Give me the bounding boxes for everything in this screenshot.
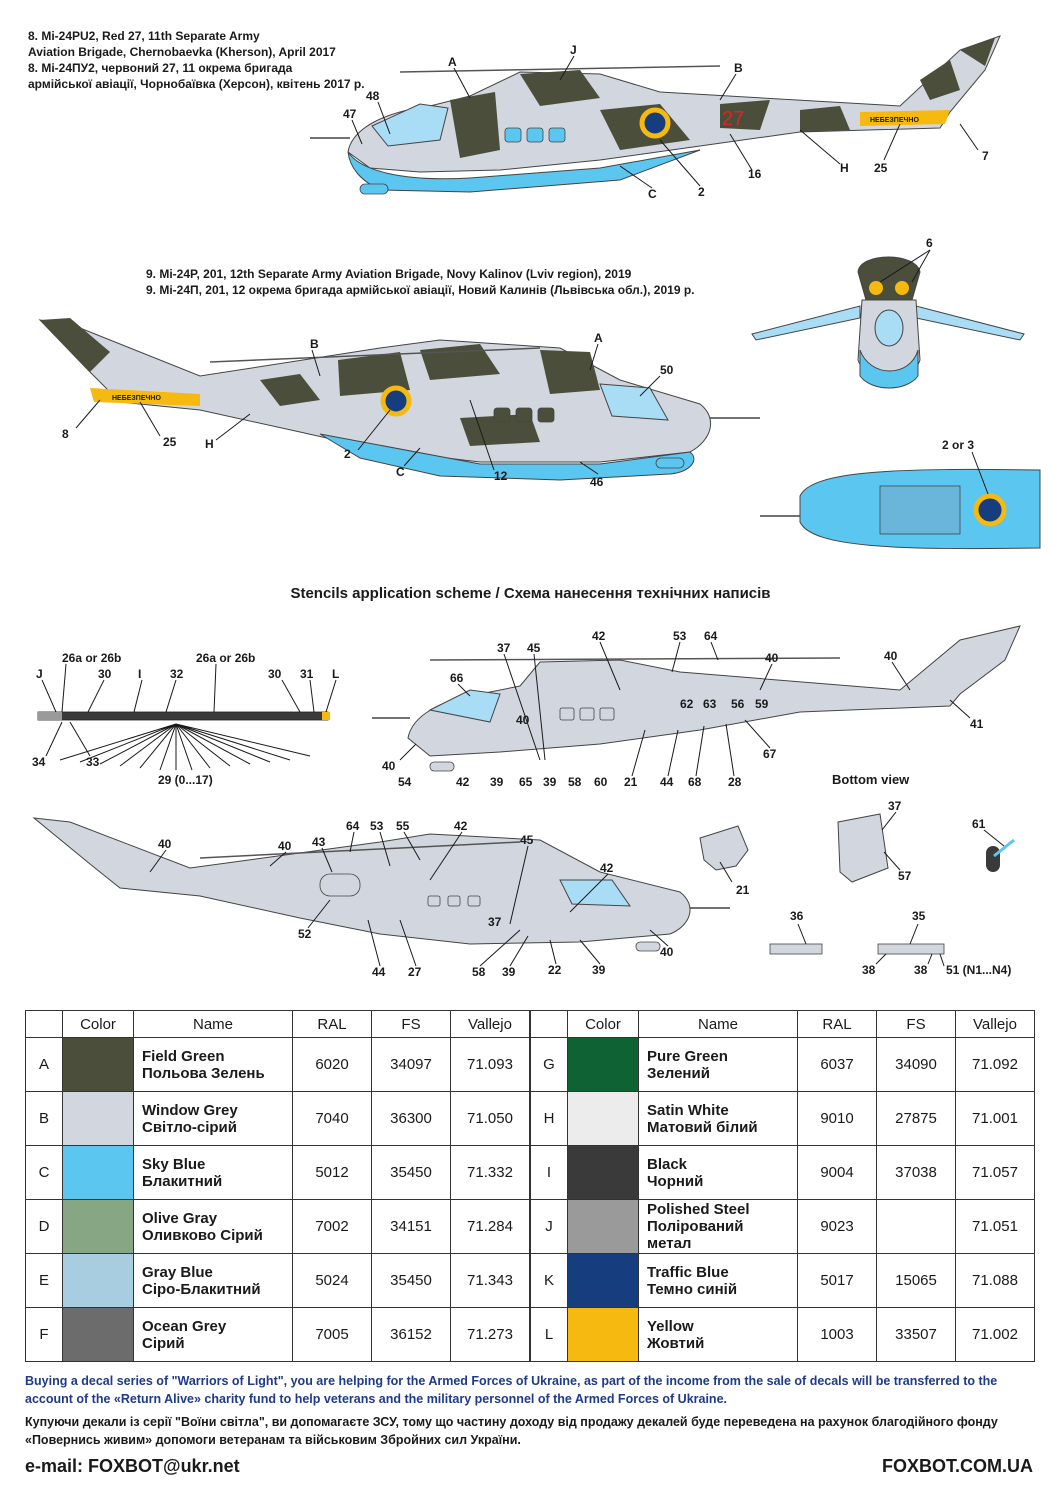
color-swatch (63, 1092, 134, 1146)
callout-60: 60 (594, 775, 608, 789)
ral-value: 7005 (293, 1308, 372, 1362)
paint-table-left (25, 1010, 530, 1362)
callout-30-2: 30 (268, 667, 282, 681)
profile8-helicopter (310, 36, 1000, 194)
table-header (531, 1011, 1035, 1038)
color-swatch (568, 1254, 639, 1308)
color-name (639, 1308, 798, 1362)
callout-B: B (310, 337, 319, 351)
header-ral: RAL (293, 1011, 372, 1038)
callout-45: 45 (520, 833, 534, 847)
callout-46: 46 (590, 475, 604, 489)
callout-40: 40 (765, 651, 779, 665)
color-name-en: Satin White (647, 1101, 729, 1119)
profile8-tail-number: 27 (722, 108, 745, 130)
callout-25: 25 (163, 435, 177, 449)
color-swatch (63, 1146, 134, 1200)
color-name (134, 1092, 293, 1146)
vallejo-value: 71.001 (956, 1092, 1035, 1146)
color-name-uk: Зелений (647, 1064, 710, 1082)
callout-31: 31 (300, 667, 314, 681)
table-row (26, 1308, 530, 1362)
color-swatch (63, 1254, 134, 1308)
color-name-uk: Темно синій (647, 1280, 738, 1298)
color-name-uk: Сіро-Блакитний (142, 1280, 261, 1298)
vallejo-value: 71.093 (451, 1038, 530, 1092)
table-row (531, 1200, 1035, 1254)
color-name-uk: Блакитний (142, 1172, 223, 1190)
callout-67: 67 (763, 747, 777, 761)
color-letter: J (531, 1200, 568, 1254)
color-letter: D (26, 1200, 63, 1254)
vallejo-value: 71.284 (451, 1200, 530, 1254)
callout-29: 29 (0...17) (158, 773, 213, 787)
color-name (134, 1038, 293, 1092)
color-name-en: Sky Blue (142, 1155, 206, 1173)
profile9-caption-en: 9. Mi-24P, 201, 12th Separate Army Aviation Brigade, Novy Kalinov (Lviv region), 2019 (146, 267, 632, 281)
paint-table-right (530, 1010, 1035, 1362)
callout-40-2: 40 (278, 839, 292, 853)
ral-value: 9010 (798, 1092, 877, 1146)
callout-38-2: 38 (914, 963, 928, 977)
profile9-tail-text: НЕБЕЗПЕЧНО (112, 395, 161, 402)
vallejo-value: 71.088 (956, 1254, 1035, 1308)
callout-H: H (205, 437, 214, 451)
callout-28: 28 (728, 775, 742, 789)
callout-26a-or-26b-2: 26a or 26b (196, 651, 256, 665)
header-name: Name (134, 1011, 293, 1038)
table-row (531, 1308, 1035, 1362)
callout-47: 47 (343, 107, 357, 121)
callout-34: 34 (32, 755, 46, 769)
bottom-view-title: Bottom view (832, 772, 910, 787)
ral-value: 1003 (798, 1308, 877, 1362)
vallejo-value: 71.050 (451, 1092, 530, 1146)
profile8-caption-en-1: 8. Mi-24PU2, Red 27, 11th Separate Army (28, 29, 260, 43)
callout-A: A (448, 55, 457, 69)
color-name (639, 1038, 798, 1092)
profile8-caption-uk-1: 8. Мі-24ПУ2, червоний 27, 11 окрема бригада (28, 61, 293, 75)
callout-48: 48 (366, 89, 380, 103)
color-name (639, 1146, 798, 1200)
color-name (134, 1200, 293, 1254)
color-name-en: Traffic Blue (647, 1263, 729, 1281)
callout-30: 30 (98, 667, 112, 681)
callout-63: 63 (703, 697, 717, 711)
stencil-left-side (372, 626, 1020, 771)
color-swatch (63, 1200, 134, 1254)
callout-37: 37 (888, 799, 902, 813)
fs-value: 34097 (372, 1038, 451, 1092)
callout-64: 64 (704, 629, 718, 643)
callout-42-2: 42 (600, 861, 614, 875)
callout-21: 21 (624, 775, 638, 789)
ral-value: 5017 (798, 1254, 877, 1308)
callout-43: 43 (312, 835, 326, 849)
table-row (26, 1038, 530, 1092)
color-name-uk: Польова Зелень (142, 1064, 265, 1082)
header-vallejo: Vallejo (956, 1011, 1035, 1038)
callout-8: 8 (62, 427, 69, 441)
profile8-caption-en-2: Aviation Brigade, Chernobaevka (Kherson), April 2017 (28, 45, 336, 59)
color-name-uk: Сірий (142, 1334, 185, 1352)
callout-26a-or-26b: 26a or 26b (62, 651, 122, 665)
callout-6: 6 (926, 236, 933, 250)
color-letter: I (531, 1146, 568, 1200)
callout-33: 33 (86, 755, 100, 769)
callout-52: 52 (298, 927, 312, 941)
profile9-caption-uk: 9. Мі-24П, 201, 12 окрема бригада армійської авіації, Новий Калинів (Львівська обл.), 2019 р. (146, 283, 695, 297)
color-name-uk: Чорний (647, 1172, 704, 1190)
color-name-en: Window Grey (142, 1101, 238, 1119)
color-letter: C (26, 1146, 63, 1200)
profile8-tail-text: НЕБЕЗПЕЧНО (870, 117, 919, 124)
callout-58: 58 (472, 965, 486, 979)
color-name-en: Black (647, 1155, 688, 1173)
color-name-en: Yellow (647, 1317, 694, 1335)
color-name-en: Polished Steel (647, 1201, 750, 1218)
callout-42: 42 (454, 819, 468, 833)
callout-40-2: 40 (884, 649, 898, 663)
callout-J: J (36, 667, 43, 681)
callout-27: 27 (408, 965, 422, 979)
color-name-uk: Світло-сірий (142, 1118, 237, 1136)
callout-J: J (570, 43, 577, 57)
color-name-uk: Полірований метал (647, 1218, 744, 1252)
color-swatch (568, 1146, 639, 1200)
vallejo-value: 71.057 (956, 1146, 1035, 1200)
callout-39: 39 (502, 965, 516, 979)
callout-I: I (138, 667, 142, 681)
callout-L: L (332, 667, 340, 681)
callout-56: 56 (731, 697, 745, 711)
table-row (26, 1200, 530, 1254)
table-row (531, 1092, 1035, 1146)
color-swatch (63, 1308, 134, 1362)
ral-value: 6020 (293, 1038, 372, 1092)
callout-39-2: 39 (543, 775, 557, 789)
vallejo-value: 71.273 (451, 1308, 530, 1362)
fs-value (877, 1200, 956, 1254)
callout-16: 16 (748, 167, 762, 181)
color-letter: E (26, 1254, 63, 1308)
callout-21: 21 (736, 883, 750, 897)
color-letter: B (26, 1092, 63, 1146)
callout-B: B (734, 61, 743, 75)
ral-value: 7040 (293, 1092, 372, 1146)
fs-value: 36152 (372, 1308, 451, 1362)
callout-44: 44 (660, 775, 674, 789)
footer-email[interactable]: e-mail: FOXBOT@ukr.net (25, 1456, 240, 1476)
callout-59: 59 (755, 697, 769, 711)
color-letter: A (26, 1038, 63, 1092)
callout-64: 64 (346, 819, 360, 833)
ral-value: 5024 (293, 1254, 372, 1308)
header-color: Color (63, 1011, 134, 1038)
fs-value: 35450 (372, 1146, 451, 1200)
callout-C: C (648, 187, 657, 201)
stencil-detail (700, 826, 750, 897)
header-fs: FS (877, 1011, 956, 1038)
rotor-blade (38, 712, 330, 770)
callout-65: 65 (519, 775, 533, 789)
callout-40-3: 40 (516, 713, 530, 727)
callout-12: 12 (494, 469, 508, 483)
color-name-en: Gray Blue (142, 1263, 213, 1281)
callout-58: 58 (568, 775, 582, 789)
callout-2: 2 (344, 447, 351, 461)
header-color: Color (568, 1011, 639, 1038)
profile9-helicopter (40, 318, 760, 480)
bottom-views (770, 799, 1014, 977)
table-row (26, 1254, 530, 1308)
table-row (26, 1092, 530, 1146)
stencils-title: Stencils application scheme / Схема нанесення технічних написів (290, 585, 771, 602)
callout-36: 36 (790, 909, 804, 923)
vallejo-value: 71.092 (956, 1038, 1035, 1092)
callout-53: 53 (673, 629, 687, 643)
callout-35: 35 (912, 909, 926, 923)
vallejo-value: 71.343 (451, 1254, 530, 1308)
charity-note-en: Buying a decal series of "Warriors of Light", you are helping for the Armed Forces of Ukraine, as part of the income from the sale of decals will be transferred to the account of the «Return Alive» charity fund to help veterans and the military personnel of the Armed Forces of Ukraine. (25, 1374, 998, 1406)
callout-39: 39 (490, 775, 504, 789)
header-ral: RAL (798, 1011, 877, 1038)
color-name-uk: Оливково Сірий (142, 1226, 263, 1244)
ral-value: 5012 (293, 1146, 372, 1200)
color-name-uk: Жовтий (647, 1334, 705, 1352)
callout-40: 40 (158, 837, 172, 851)
color-letter: H (531, 1092, 568, 1146)
color-name (639, 1254, 798, 1308)
fs-value: 27875 (877, 1092, 956, 1146)
callout-2-or-3: 2 or 3 (942, 438, 975, 452)
color-letter: L (531, 1308, 568, 1362)
table-row (531, 1038, 1035, 1092)
table-row (531, 1146, 1035, 1200)
ral-value: 6037 (798, 1038, 877, 1092)
fs-value: 36300 (372, 1092, 451, 1146)
callout-2: 2 (698, 185, 705, 199)
callout-57: 57 (898, 869, 912, 883)
callout-7: 7 (982, 149, 989, 163)
color-letter: K (531, 1254, 568, 1308)
callout-44: 44 (372, 965, 386, 979)
profile8-caption-uk-2: армійської авіації, Чорнобаївка (Херсон), квітень 2017 р. (28, 77, 365, 91)
color-swatch (568, 1200, 639, 1254)
vallejo-value: 71.002 (956, 1308, 1035, 1362)
callout-32: 32 (170, 667, 184, 681)
fs-value: 34090 (877, 1038, 956, 1092)
header-name: Name (639, 1011, 798, 1038)
color-name (134, 1308, 293, 1362)
color-name-en: Ocean Grey (142, 1317, 227, 1335)
callout-H: H (840, 161, 849, 175)
callout-41: 41 (970, 717, 984, 731)
ral-value: 9004 (798, 1146, 877, 1200)
header-vallejo: Vallejo (451, 1011, 530, 1038)
fs-value: 15065 (877, 1254, 956, 1308)
color-name (134, 1254, 293, 1308)
callout-37: 37 (488, 915, 502, 929)
callout-25: 25 (874, 161, 888, 175)
color-name-en: Olive Gray (142, 1209, 218, 1227)
callout-C: C (396, 465, 405, 479)
color-swatch (568, 1308, 639, 1362)
callout-53: 53 (370, 819, 384, 833)
ral-value: 9023 (798, 1200, 877, 1254)
table-row (531, 1254, 1035, 1308)
color-name-uk: Матовий білий (647, 1118, 758, 1136)
callout-51: 51 (N1...N4) (946, 963, 1012, 977)
underside-view (760, 469, 1040, 548)
charity-note-uk: Купуючи декали із серії "Воїни світла", ви допомагаєте ЗСУ, тому що частину доходу від продажу декалей буде переведена на рахунок благодійного фонду «Повернись живим» допомоги ветеранам та військовим Збройних сил України. (25, 1415, 998, 1447)
fs-value: 34151 (372, 1200, 451, 1254)
callout-55: 55 (396, 819, 410, 833)
color-swatch (63, 1038, 134, 1092)
vallejo-value: 71.051 (956, 1200, 1035, 1254)
callout-42: 42 (592, 629, 606, 643)
callout-61: 61 (972, 817, 986, 831)
fs-value: 37038 (877, 1146, 956, 1200)
callout-38: 38 (862, 963, 876, 977)
fs-value: 33507 (877, 1308, 956, 1362)
callout-68: 68 (688, 775, 702, 789)
color-name-en: Pure Green (647, 1047, 728, 1065)
callout-42-2: 42 (456, 775, 470, 789)
callout-50: 50 (660, 363, 674, 377)
callout-62: 62 (680, 697, 694, 711)
callout-54: 54 (398, 775, 412, 789)
fs-value: 35450 (372, 1254, 451, 1308)
callout-40-4: 40 (382, 759, 396, 773)
color-letter: F (26, 1308, 63, 1362)
vallejo-value: 71.332 (451, 1146, 530, 1200)
callout-37: 37 (497, 641, 511, 655)
callout-39-2: 39 (592, 963, 606, 977)
ral-value: 7002 (293, 1200, 372, 1254)
color-name (639, 1092, 798, 1146)
color-swatch (568, 1038, 639, 1092)
color-name-en: Field Green (142, 1047, 225, 1065)
callout-A: A (594, 331, 603, 345)
table-header (26, 1011, 530, 1038)
color-swatch (568, 1092, 639, 1146)
table-row (26, 1146, 530, 1200)
color-name (639, 1200, 798, 1254)
callout-45: 45 (527, 641, 541, 655)
callout-40-3: 40 (660, 945, 674, 959)
header-fs: FS (372, 1011, 451, 1038)
color-letter: G (531, 1038, 568, 1092)
color-name (134, 1146, 293, 1200)
footer-website[interactable]: FOXBOT.COM.UA (882, 1456, 1033, 1476)
callout-66: 66 (450, 671, 464, 685)
callout-22: 22 (548, 963, 562, 977)
